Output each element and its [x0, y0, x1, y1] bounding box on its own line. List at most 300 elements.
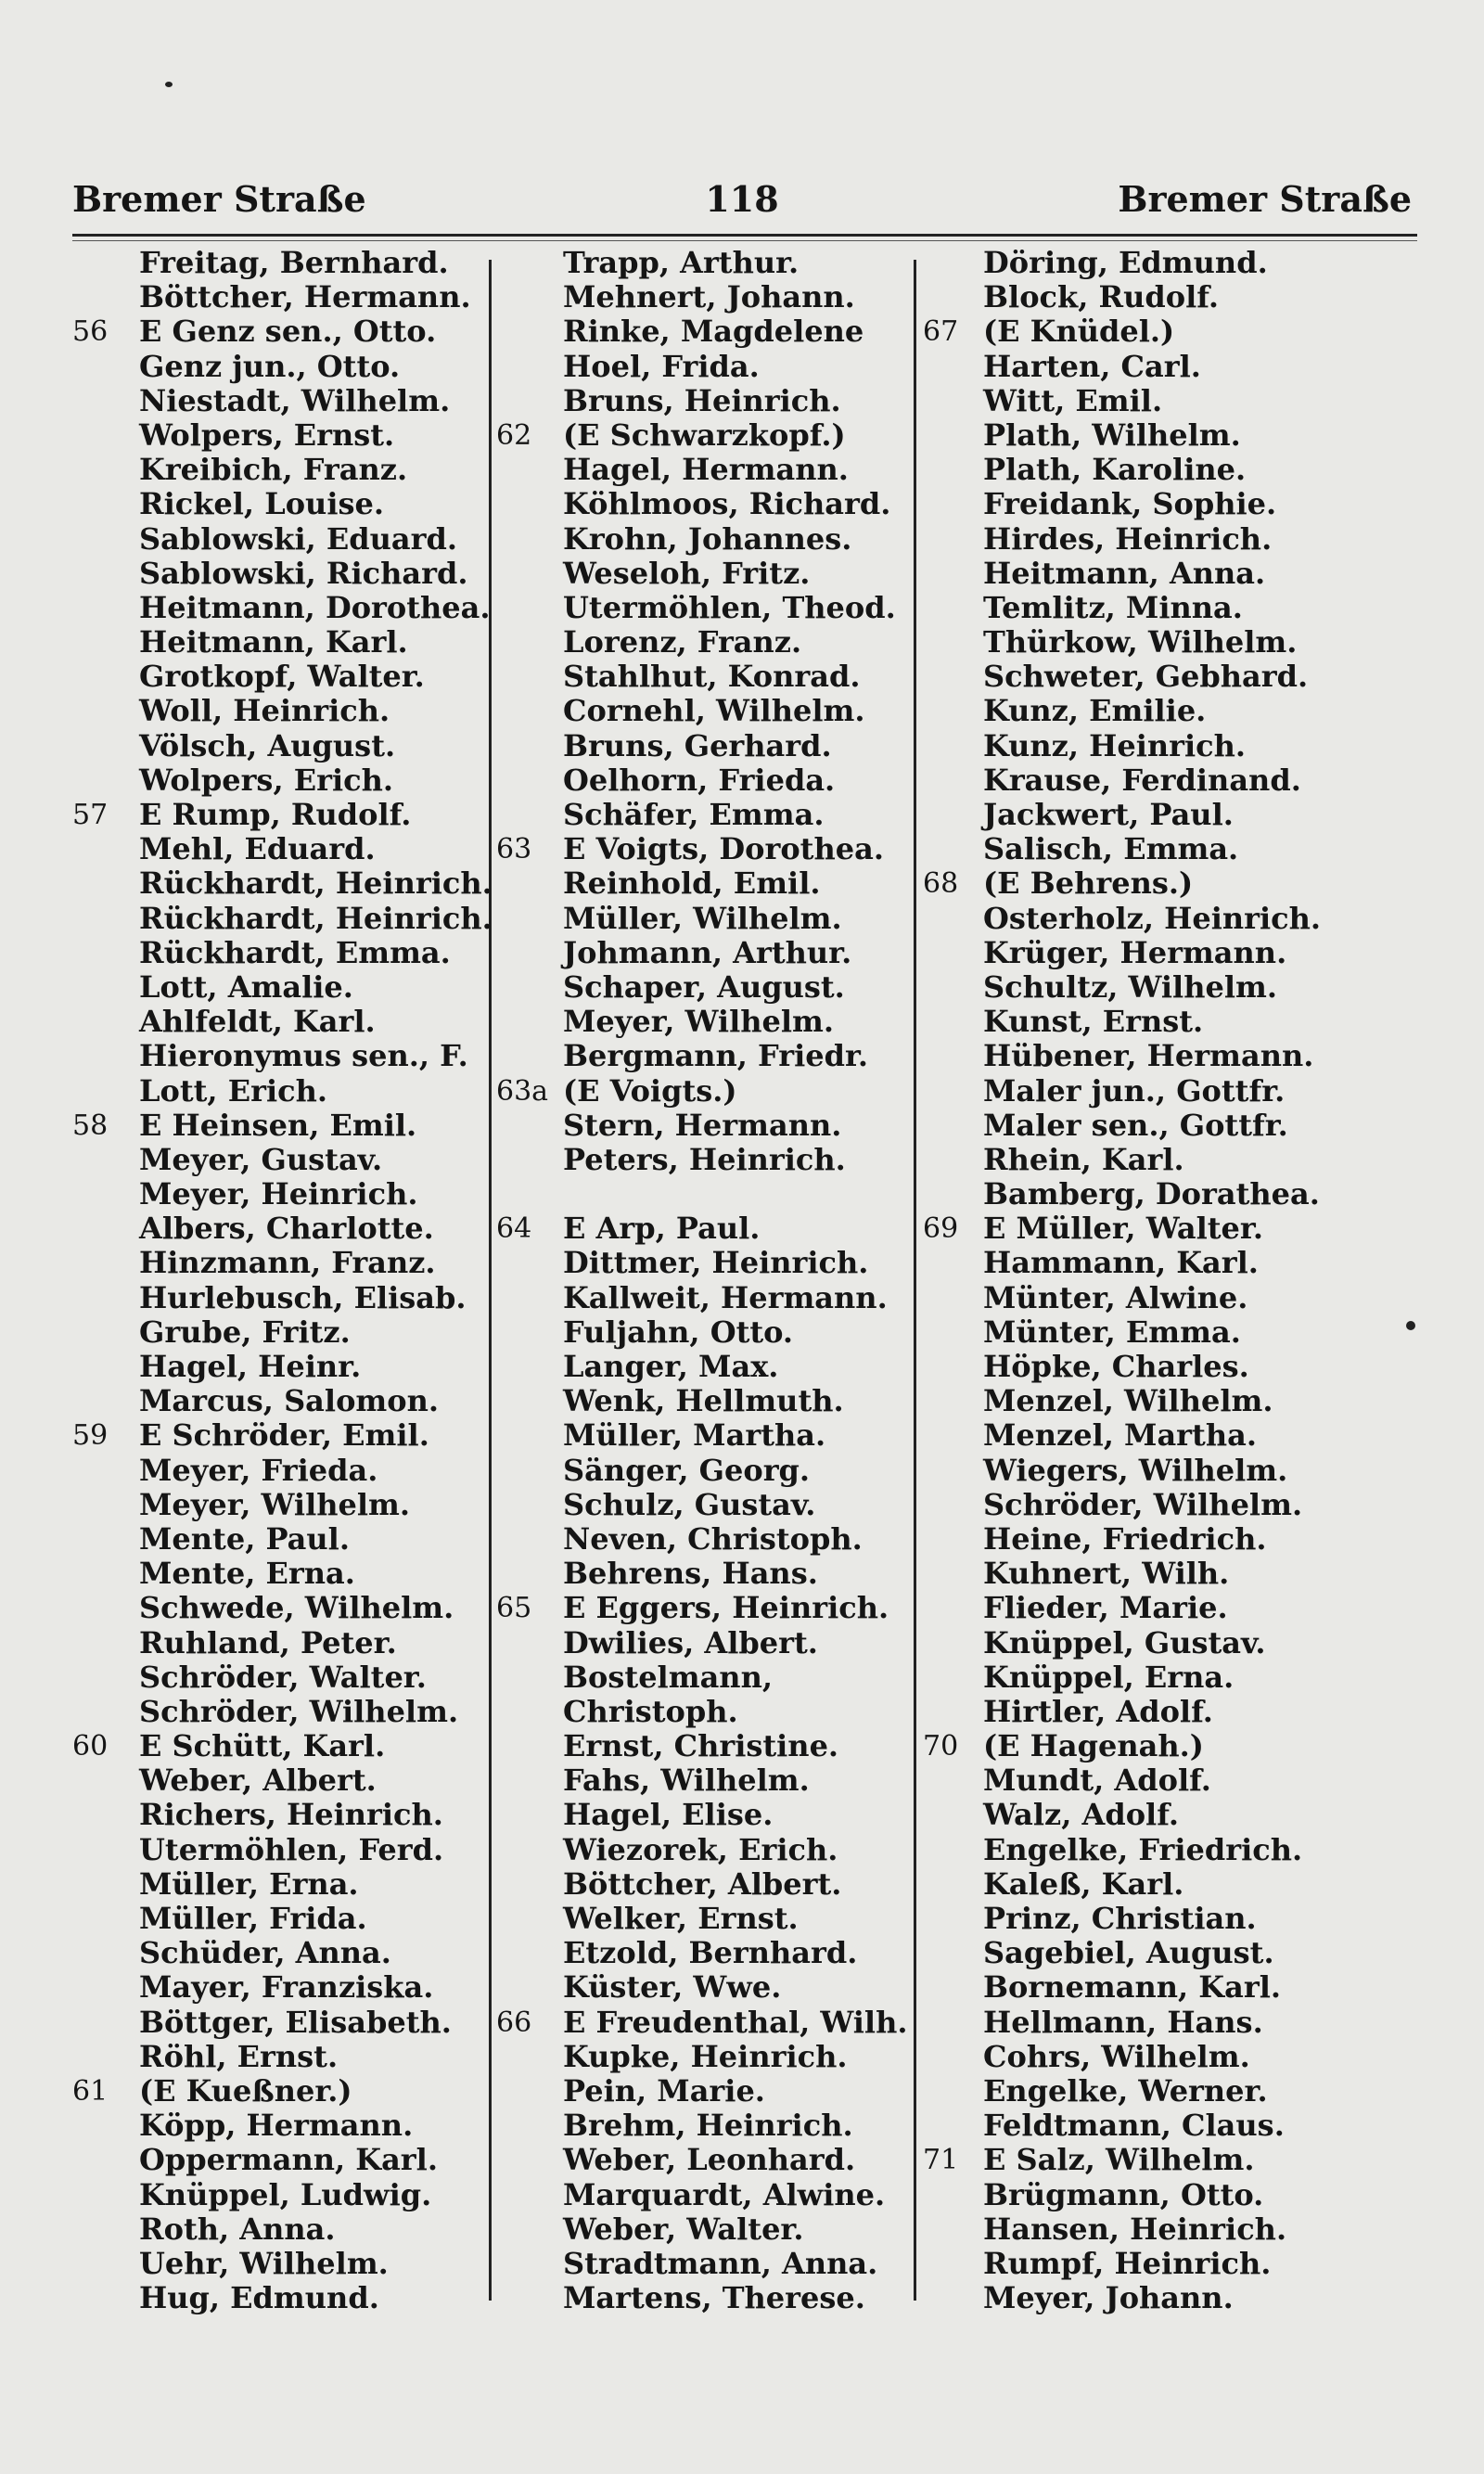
resident-name: Knüppel, Erna.	[983, 1659, 1235, 1695]
directory-entry	[72, 625, 485, 660]
directory-entry	[496, 487, 918, 521]
resident-name: Kuhnert, Wilh.	[983, 1556, 1230, 1592]
resident-name: Kreibich, Franz.	[139, 452, 408, 488]
directory-entry	[496, 1143, 918, 1177]
resident-name: Müller, Frida.	[139, 1901, 367, 1936]
directory-entry	[923, 1763, 1340, 1798]
resident-name: Höpke, Charles.	[983, 1349, 1249, 1384]
directory-entry	[72, 1591, 485, 1625]
resident-name: Etzold, Bernhard.	[563, 1935, 858, 1971]
resident-name: Kunst, Ernst.	[983, 1004, 1204, 1040]
directory-entry	[496, 280, 918, 314]
directory-entry	[496, 557, 918, 591]
resident-name: Lott, Erich.	[139, 1072, 327, 1109]
resident-name: Bamberg, Dorathea.	[983, 1176, 1320, 1212]
directory-entry	[72, 246, 485, 280]
resident-name: Hansen, Heinrich.	[983, 2211, 1287, 2247]
directory-entry	[923, 1626, 1340, 1660]
directory-entry	[923, 1557, 1340, 1591]
directory-entry	[496, 1902, 918, 1936]
directory-entry	[923, 1143, 1340, 1177]
directory-entry	[496, 2074, 918, 2109]
resident-name: Lorenz, Franz.	[563, 624, 802, 660]
resident-name: Döring, Edmund.	[983, 245, 1268, 280]
house-number: 56	[72, 315, 109, 349]
resident-name: Hübener, Hermann.	[983, 1038, 1314, 1074]
resident-name: Schäfer, Emma.	[563, 797, 825, 832]
directory-column-2	[496, 246, 918, 2315]
directory-entry	[496, 314, 918, 349]
directory-entry	[496, 2109, 918, 2143]
directory-entry	[72, 694, 485, 728]
resident-name: Neven, Christoph.	[563, 1520, 863, 1557]
resident-name: Freidank, Sophie.	[983, 486, 1277, 522]
resident-name: Völsch, August.	[139, 727, 396, 763]
directory-entry	[72, 1039, 485, 1073]
resident-name: Jackwert, Paul.	[983, 797, 1234, 832]
ink-speck	[1406, 1321, 1415, 1330]
resident-name: Freitag, Bernhard.	[139, 245, 449, 280]
resident-name: Bruns, Gerhard.	[563, 727, 832, 763]
resident-name: Trapp, Arthur.	[563, 245, 800, 280]
resident-name: Schüder, Anna.	[139, 1935, 391, 1971]
resident-name: Utermöhlen, Ferd.	[139, 1831, 444, 1867]
directory-entry	[72, 1488, 485, 1522]
resident-name: Christoph.	[563, 1693, 738, 1729]
resident-name: Osterholz, Heinrich.	[983, 900, 1322, 936]
directory-entry	[72, 1109, 485, 1143]
resident-name: Albers, Charlotte.	[139, 1211, 434, 1247]
resident-name: Meyer, Frieda.	[139, 1452, 378, 1488]
directory-entry	[923, 866, 1340, 901]
directory-entry	[496, 418, 918, 453]
directory-entry	[496, 1177, 918, 1211]
directory-entry	[72, 1763, 485, 1798]
directory-entry	[72, 1211, 485, 1246]
directory-entry	[496, 1039, 918, 1073]
directory-entry	[923, 1384, 1340, 1418]
resident-name: E Heinsen, Emil.	[139, 1107, 417, 1143]
directory-entry	[496, 1522, 918, 1557]
resident-name: Flieder, Marie.	[983, 1590, 1228, 1626]
directory-entry	[923, 2109, 1340, 2143]
directory-entry	[923, 970, 1340, 1005]
house-number: 58	[72, 1109, 109, 1142]
directory-entry	[72, 1005, 485, 1039]
resident-name: Rückhardt, Heinrich.	[139, 900, 493, 936]
house-number: 63	[496, 833, 532, 866]
directory-entry	[923, 1350, 1340, 1384]
directory-entry	[72, 2212, 485, 2247]
directory-entry	[72, 1902, 485, 1936]
resident-name: Cornehl, Wilhelm.	[563, 693, 865, 729]
directory-entry	[923, 625, 1340, 660]
resident-name: Uehr, Wilhelm.	[139, 2245, 389, 2281]
resident-name: Hirdes, Heinrich.	[983, 520, 1273, 557]
directory-entry	[72, 418, 485, 453]
directory-entry	[923, 246, 1340, 280]
directory-entry	[72, 1833, 485, 1867]
resident-name: Witt, Emil.	[983, 382, 1163, 418]
resident-name: Schwede, Wilhelm.	[139, 1590, 454, 1626]
resident-name: Rumpf, Heinrich.	[983, 2245, 1272, 2281]
resident-name: Dwilies, Albert.	[563, 1624, 818, 1660]
resident-name: Böttcher, Albert.	[563, 1865, 842, 1902]
resident-name: Stern, Hermann.	[563, 1107, 842, 1143]
resident-name: Brehm, Heinrich.	[563, 2108, 853, 2144]
resident-name: Müller, Martha.	[563, 1417, 826, 1454]
resident-name: Sablowski, Eduard.	[139, 520, 458, 557]
directory-entry	[496, 2143, 918, 2177]
resident-name: Fuljahn, Otto.	[563, 1314, 794, 1350]
resident-name: Pein, Marie.	[563, 2072, 765, 2109]
resident-name: Schaper, August.	[563, 968, 845, 1005]
resident-name: Engelke, Friedrich.	[983, 1831, 1303, 1867]
resident-name: Mente, Paul.	[139, 1520, 350, 1557]
directory-entry	[72, 1970, 485, 2005]
resident-name: Wolpers, Erich.	[139, 762, 394, 798]
header-rule-thin	[72, 240, 1417, 241]
directory-entry	[496, 763, 918, 798]
directory-entry	[496, 1109, 918, 1143]
directory-entry	[496, 1695, 918, 1729]
directory-entry	[72, 1246, 485, 1280]
directory-entry	[72, 832, 485, 866]
directory-entry	[923, 384, 1340, 418]
directory-entry	[923, 1970, 1340, 2005]
directory-entry	[72, 453, 485, 487]
directory-entry	[72, 1315, 485, 1350]
resident-name: Sagebiel, August.	[983, 1935, 1274, 1971]
resident-name: Hammann, Karl.	[983, 1245, 1259, 1281]
directory-entry	[923, 660, 1340, 694]
resident-name: Kunz, Heinrich.	[983, 727, 1247, 763]
directory-entry	[923, 1902, 1340, 1936]
directory-entry	[72, 660, 485, 694]
directory-entry	[496, 866, 918, 901]
directory-entry	[923, 2281, 1340, 2315]
resident-name: Grube, Fritz.	[139, 1314, 351, 1350]
resident-name: Münter, Emma.	[983, 1314, 1241, 1350]
resident-name: (E Voigts.)	[563, 1072, 737, 1109]
resident-name: Meyer, Johann.	[983, 2280, 1234, 2316]
resident-name: Utermöhlen, Theod.	[563, 589, 896, 625]
directory-entry	[496, 1660, 918, 1695]
directory-entry	[496, 1936, 918, 1970]
directory-entry	[496, 936, 918, 970]
resident-name: Krause, Ferdinand.	[983, 762, 1301, 798]
directory-entry	[72, 1729, 485, 1763]
resident-name: Knüppel, Gustav.	[983, 1624, 1266, 1660]
column-divider	[489, 260, 492, 2301]
directory-entry	[72, 729, 485, 763]
resident-name: Marcus, Salomon.	[139, 1383, 440, 1419]
directory-entry	[72, 2143, 485, 2177]
directory-column-1	[72, 245, 493, 2316]
directory-entry	[72, 1454, 485, 1488]
resident-name: Peters, Heinrich.	[563, 1141, 846, 1177]
resident-name: Wolpers, Ernst.	[139, 417, 395, 453]
resident-name: Johmann, Arthur.	[563, 934, 852, 970]
resident-name: Hug, Edmund.	[139, 2280, 379, 2316]
directory-entry	[923, 280, 1340, 314]
directory-entry	[496, 384, 918, 418]
resident-name: Niestadt, Wilhelm.	[139, 382, 451, 418]
directory-entry	[923, 1729, 1340, 1763]
resident-name: Kupke, Heinrich.	[563, 2038, 848, 2074]
directory-entry	[496, 798, 918, 832]
directory-entry	[72, 1522, 485, 1557]
directory-entry	[923, 1418, 1340, 1453]
directory-entry	[496, 522, 918, 557]
resident-name: Oppermann, Karl.	[139, 2142, 438, 2178]
directory-entry	[72, 900, 493, 936]
directory-entry	[72, 557, 485, 591]
directory-entry	[72, 350, 485, 384]
resident-name: Stahlhut, Konrad.	[563, 659, 861, 695]
directory-entry	[923, 1005, 1340, 1039]
house-number: 71	[923, 2144, 959, 2177]
resident-name: Meyer, Wilhelm.	[563, 1004, 835, 1040]
resident-name: Schulz, Gustav.	[563, 1486, 816, 1522]
resident-name: Kaleß, Karl.	[983, 1865, 1184, 1902]
house-number: 62	[496, 418, 532, 452]
directory-entry	[72, 280, 485, 314]
directory-entry	[496, 1729, 918, 1763]
directory-entry	[72, 2109, 485, 2143]
house-number: 59	[72, 1419, 109, 1453]
house-number: 66	[496, 2006, 532, 2039]
house-number: 70	[923, 1730, 959, 1763]
directory-entry	[496, 902, 918, 936]
resident-name: Stradtmann, Anna.	[563, 2245, 878, 2281]
directory-entry	[496, 729, 918, 763]
resident-name: Langer, Max.	[563, 1349, 779, 1384]
directory-entry	[72, 1557, 485, 1591]
resident-name: Oelhorn, Frieda.	[563, 762, 836, 798]
resident-name: Bergmann, Friedr.	[563, 1038, 869, 1074]
resident-name: E Arp, Paul.	[563, 1211, 761, 1247]
directory-entry	[923, 2178, 1340, 2212]
header-rule	[72, 234, 1417, 237]
house-number: 60	[72, 1730, 109, 1763]
resident-name: E Genz sen., Otto.	[139, 314, 437, 350]
directory-entry	[923, 1177, 1340, 1211]
resident-name: Ruhland, Peter.	[139, 1624, 397, 1660]
directory-entry	[496, 1211, 918, 1246]
resident-name: Schröder, Wilhelm.	[983, 1486, 1303, 1522]
directory-entry	[72, 2247, 485, 2281]
resident-name: Brügmann, Otto.	[983, 2176, 1264, 2212]
directory-entry	[923, 798, 1340, 832]
resident-name: Reinhold, Emil.	[563, 865, 821, 902]
directory-entry	[496, 1074, 918, 1109]
directory-entry	[72, 589, 491, 625]
directory-entry	[923, 1591, 1340, 1625]
resident-name: Behrens, Hans.	[563, 1556, 818, 1592]
resident-name: Schröder, Walter.	[139, 1659, 427, 1695]
directory-entry	[72, 1281, 485, 1315]
resident-name: Heine, Friedrich.	[983, 1520, 1267, 1557]
resident-name: (E Schwarzkopf.)	[563, 417, 846, 453]
directory-entry	[496, 2178, 918, 2212]
directory-entry	[923, 522, 1340, 557]
directory-entry	[496, 1591, 918, 1625]
house-number: 68	[923, 867, 959, 901]
directory-entry	[496, 2212, 918, 2247]
resident-name: (E Behrens.)	[983, 865, 1194, 902]
directory-entry	[923, 1867, 1340, 1902]
directory-entry	[923, 694, 1340, 728]
directory-entry	[923, 1246, 1340, 1280]
resident-name: Menzel, Wilhelm.	[983, 1383, 1273, 1419]
directory-entry	[72, 763, 485, 798]
resident-name: E Voigts, Dorothea.	[563, 831, 884, 867]
resident-name: (E Hagenah.)	[983, 1728, 1204, 1764]
directory-entry	[496, 2006, 918, 2040]
directory-entry	[496, 350, 918, 384]
resident-name: Meyer, Heinrich.	[139, 1176, 418, 1212]
resident-name: Krüger, Hermann.	[983, 934, 1287, 970]
directory-entry	[72, 1350, 485, 1384]
resident-name: Hinzmann, Franz.	[139, 1245, 436, 1281]
directory-entry	[496, 1626, 918, 1660]
resident-name: E Freudenthal, Wilh.	[563, 2004, 908, 2040]
resident-name: Mehnert, Johann.	[563, 279, 855, 315]
directory-entry	[923, 1281, 1340, 1315]
directory-entry	[923, 1936, 1340, 1970]
directory-entry	[496, 660, 918, 694]
directory-entry	[923, 936, 1340, 970]
resident-name: Bruns, Heinrich.	[563, 382, 841, 418]
resident-name: (E Kueßner.)	[139, 2072, 352, 2109]
resident-name: Hieronymus sen., F.	[139, 1038, 468, 1074]
directory-entry	[496, 1005, 918, 1039]
resident-name: Knüppel, Ludwig.	[139, 2176, 432, 2212]
resident-name: Müller, Wilhelm.	[563, 900, 842, 936]
directory-entry	[923, 1074, 1340, 1109]
directory-column-3	[923, 246, 1340, 2315]
directory-entry	[923, 1695, 1340, 1729]
directory-entry	[496, 1418, 918, 1453]
resident-name: Heitmann, Karl.	[139, 624, 408, 660]
resident-name: Röhl, Ernst.	[139, 2038, 339, 2074]
directory-entry	[923, 1039, 1340, 1073]
resident-name: (E Knüdel.)	[983, 314, 1175, 350]
resident-name: Hoel, Frida.	[563, 348, 760, 384]
house-number: 65	[496, 1592, 532, 1625]
directory-entry	[72, 1384, 485, 1418]
resident-name: Rickel, Louise.	[139, 486, 384, 522]
resident-name: Ernst, Christine.	[563, 1728, 839, 1764]
directory-entry	[496, 591, 918, 625]
resident-name: Rinke, Magdelene	[563, 314, 864, 350]
house-number: 64	[496, 1212, 532, 1246]
resident-name: Mayer, Franziska.	[139, 1969, 434, 2006]
resident-name: E Müller, Walter.	[983, 1211, 1263, 1247]
directory-entry	[72, 1177, 485, 1211]
page-number: 118	[705, 178, 779, 220]
directory-entry	[923, 729, 1340, 763]
directory-entry	[923, 314, 1340, 349]
directory-entry	[72, 2178, 485, 2212]
resident-name: E Salz, Wilhelm.	[983, 2142, 1255, 2178]
resident-name: Salisch, Emma.	[983, 831, 1239, 867]
resident-name: Rückhardt, Emma.	[139, 934, 451, 970]
resident-name: Hurlebusch, Elisab.	[139, 1279, 467, 1315]
directory-entry	[923, 2006, 1340, 2040]
resident-name: Hagel, Heinr.	[139, 1349, 362, 1384]
directory-entry	[496, 2281, 918, 2315]
directory-entry	[923, 1798, 1340, 1832]
directory-entry	[923, 1833, 1340, 1867]
directory-entry	[923, 453, 1340, 487]
directory-entry	[923, 591, 1340, 625]
directory-entry	[496, 625, 918, 660]
resident-name: Schweter, Gebhard.	[983, 659, 1309, 695]
resident-name: Bornemann, Karl.	[983, 1969, 1281, 2006]
directory-entry	[923, 487, 1340, 521]
directory-entry	[923, 1315, 1340, 1350]
resident-name: Weseloh, Fritz.	[563, 555, 811, 591]
directory-entry	[923, 350, 1340, 384]
house-number: 57	[72, 799, 109, 831]
resident-name: Marquardt, Alwine.	[563, 2176, 886, 2212]
house-number: 63a	[496, 1074, 549, 1108]
resident-name: Woll, Heinrich.	[139, 693, 390, 729]
house-number: 61	[72, 2074, 109, 2108]
directory-entry	[496, 694, 918, 728]
directory-entry	[923, 1522, 1340, 1557]
resident-name: E Eggers, Heinrich.	[563, 1590, 889, 1626]
directory-entry	[923, 2212, 1340, 2247]
directory-entry	[72, 2281, 485, 2315]
directory-entry	[72, 1798, 485, 1832]
resident-name: Martens, Therese.	[563, 2280, 865, 2316]
directory-entry	[923, 2247, 1340, 2281]
resident-name: Küster, Wwe.	[563, 1969, 782, 2006]
resident-name: Ahlfeldt, Karl.	[139, 1004, 376, 1040]
house-number: 69	[923, 1212, 959, 1246]
resident-name: Feldtmann, Claus.	[983, 2108, 1285, 2144]
directory-entry	[72, 1143, 485, 1177]
directory-entry	[923, 1109, 1340, 1143]
directory-entry	[923, 902, 1340, 936]
directory-entry	[496, 1350, 918, 1384]
resident-name: Menzel, Martha.	[983, 1417, 1257, 1454]
directory-entry	[496, 832, 918, 866]
resident-name: Grotkopf, Walter.	[139, 659, 425, 695]
directory-entry	[923, 763, 1340, 798]
resident-name: Dittmer, Heinrich.	[563, 1245, 869, 1281]
directory-entry	[496, 1763, 918, 1798]
directory-entry	[496, 246, 918, 280]
house-number: 67	[923, 315, 959, 349]
resident-name: Sänger, Georg.	[563, 1452, 811, 1488]
resident-name: Prinz, Christian.	[983, 1901, 1257, 1936]
resident-name: Wiegers, Wilhelm.	[983, 1452, 1288, 1488]
resident-name: Heitmann, Dorothea.	[139, 589, 491, 625]
ink-speck	[165, 82, 173, 87]
resident-name: Plath, Wilhelm.	[983, 417, 1241, 453]
directory-entry	[923, 832, 1340, 866]
resident-name: Block, Rudolf.	[983, 279, 1219, 315]
directory-entry	[496, 453, 918, 487]
resident-name: Weber, Walter.	[563, 2211, 804, 2247]
resident-name: Hagel, Hermann.	[563, 452, 849, 488]
directory-entry	[72, 314, 485, 349]
directory-entry	[72, 1660, 485, 1695]
